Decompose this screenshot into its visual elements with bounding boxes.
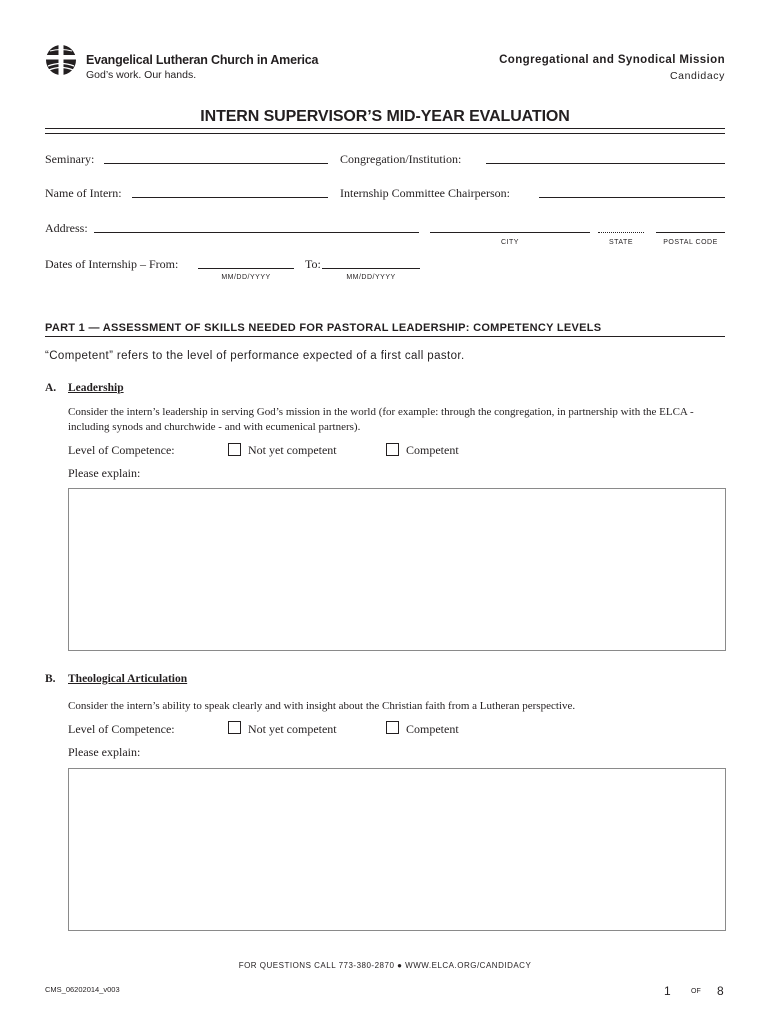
postal-code-field[interactable] [656,232,725,233]
address-label: Address: [45,221,88,235]
chairperson-field[interactable] [539,197,725,198]
footer-contact: FOR QUESTIONS CALL 773-380-2870 ● WWW.ELCA.ORG/CANDIDACY [238,961,532,970]
org-name: Evangelical Lutheran Church in America [86,53,319,67]
section-b-letter: B. [45,673,56,685]
city-caption: CITY [501,239,519,246]
form-title: INTERN SUPERVISOR’S MID-YEAR EVALUATION [200,108,570,125]
state-caption: STATE [608,239,634,246]
section-b-not-yet-competent-checkbox[interactable] [228,721,241,734]
congregation-field[interactable] [486,163,725,164]
section-a-description: Consider the intern’s leadership in serving God’s mission in the world (for example: through the congregation, in partnership with the ELCA - including synods and churchwide - and with ecumenical partners). [68,406,694,433]
section-a-not-yet-competent-label: Not yet competent [248,443,337,457]
section-b-explain-label: Please explain: [68,745,141,759]
dates-from-field[interactable] [198,268,294,269]
section-a-explain-label: Please explain: [68,466,141,480]
state-field[interactable] [598,232,644,233]
congregation-label: Congregation/Institution: [340,152,462,166]
address-field[interactable] [94,232,419,233]
dates-to-field[interactable] [322,268,420,269]
elca-cross-globe-icon [45,44,77,76]
department-subtitle: Candidacy [669,70,725,82]
page-total: 8 [717,984,724,998]
seminary-label: Seminary: [45,152,95,166]
section-b-description: Consider the intern’s ability to speak clearly and with insight about the Christian faith from a Lutheran perspective. [68,700,576,712]
section-b-competent-checkbox[interactable] [386,721,399,734]
intern-name-label: Name of Intern: [45,186,122,200]
chairperson-label: Internship Committee Chairperson: [340,186,510,200]
date-format-to: MM/DD/YYYY [346,274,396,281]
city-field[interactable] [430,232,590,233]
department-title: Congregational and Synodical Mission [499,54,725,66]
dates-from-label: Dates of Internship – From: [45,257,179,271]
section-a-letter: A. [45,382,57,394]
section-a-explain-textarea[interactable] [68,488,726,651]
page-number: 1 [664,984,671,998]
postal-code-caption: POSTAL CODE [663,239,718,246]
intern-name-field[interactable] [132,197,328,198]
section-a-competent-label: Competent [406,443,459,457]
section-a-competent-checkbox[interactable] [386,443,399,456]
title-rule [45,128,725,134]
section-b-level-label: Level of Competence: [68,722,175,736]
page-of-label: OF [691,988,701,995]
dates-to-label: To: [305,257,321,271]
section-b-explain-textarea[interactable] [68,768,726,931]
org-tagline: God’s work. Our hands. [86,69,197,81]
section-a-level-label: Level of Competence: [68,443,175,457]
section-a-title: Leadership [68,382,124,394]
section-b-title: Theological Articulation [68,673,188,685]
part1-heading: PART 1 — ASSESSMENT OF SKILLS NEEDED FOR PASTORAL LEADERSHIP: COMPETENCY LEVELS [45,322,602,334]
date-format-from: MM/DD/YYYY [221,274,271,281]
part1-note: “Competent” refers to the level of performance expected of a first call pastor. [45,350,465,362]
seminary-field[interactable] [104,163,328,164]
section-b-competent-label: Competent [406,722,459,736]
section-b-not-yet-competent-label: Not yet competent [248,722,337,736]
section-a-not-yet-competent-checkbox[interactable] [228,443,241,456]
document-code: CMS_06202014_v003 [45,985,120,994]
part1-rule [45,336,725,337]
